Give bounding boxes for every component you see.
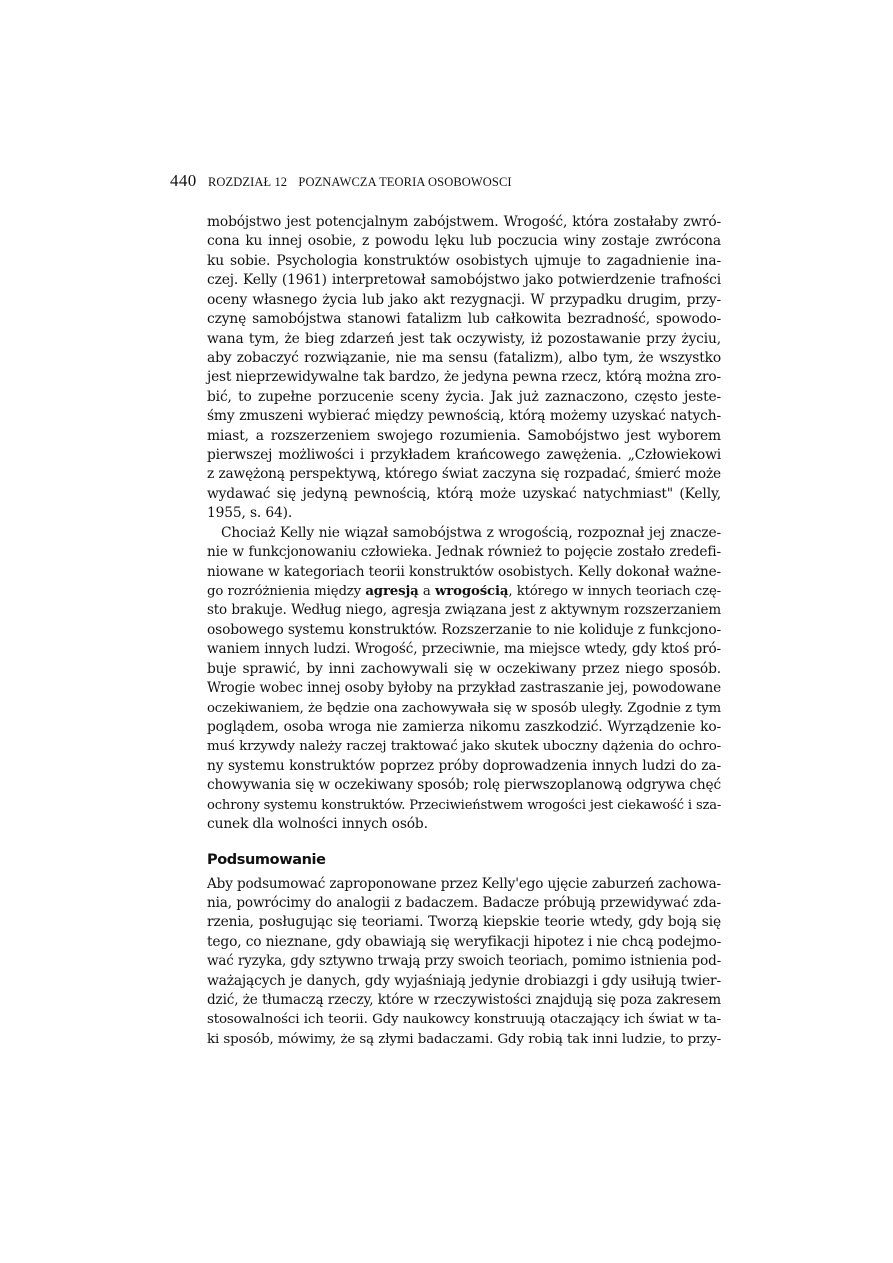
text-line: ku sobie. Psychologia konstruktów osobistych ujmuje to zagadnienie ina- xyxy=(207,252,721,269)
text-line: z zawężoną perspektywą, którego świat zaczyna się rozpadać, śmierć może xyxy=(207,466,721,483)
text-line: muś krzywdy należy raczej traktować jako skutek uboczny dążenia do ochro- xyxy=(207,739,721,755)
text-line: czej. Kelly (1961) interpretował samobójstwo jako potwierdzenie trafności xyxy=(207,272,721,289)
text-line: Wrogie wobec innej osoby byłoby na przykład zastraszanie jej, powodowane xyxy=(207,680,721,697)
page-body xyxy=(207,213,721,1049)
text-line: wydawać się jedyną pewnością, którą może uzyskać natychmiast" (Kelly, xyxy=(207,485,721,502)
text-line-with-terms xyxy=(207,582,721,601)
text-line: osobowego systemu konstruktów. Rozszerzanie to nie koliduje z funkcjono- xyxy=(207,621,721,638)
text-line: ważających je danych, gdy wyjaśniają jedynie drobiazgi i gdy usiłują twier- xyxy=(207,972,721,989)
text-line: aby zobaczyć rozwiązanie, nie ma sensu (fatalizm), albo tym, że wszystko xyxy=(207,349,721,366)
text-line: śmy zmuszeni wybierać między pewnością, którą możemy uzyskać natych- xyxy=(207,408,721,425)
text-line: niowane w kategoriach teorii konstruktów osobistych. Kelly dokonał ważne- xyxy=(207,563,721,580)
text-line: Chociaż Kelly nie wiązał samobójstwa z wrogością, rozpoznał jej znacze- xyxy=(221,524,721,541)
chapter-title: POZNAWCZA TEORIA OSOBOWOSCI xyxy=(298,175,512,189)
term-aggression: agresją xyxy=(365,584,419,600)
paragraph-summary xyxy=(207,875,721,1050)
text-line: chowywania się w oczekiwany sposób; rolę pierwszoplanową odgrywa chęć xyxy=(207,777,721,794)
text-line: sto brakuje. Według niego, agresja związana jest z aktywnym rozszerzaniem xyxy=(207,602,721,619)
text-line: oczekiwaniem, że będzie ona zachowywała się w sposób uległy. Zgodnie z tym xyxy=(207,700,721,716)
text-line: poglądem, osoba wroga nie zamierza nikomu zaszkodzić. Wyrządzenie ko- xyxy=(207,718,721,735)
text-line: wać ryzyka, gdy sztywno trwają przy swoich teoriach, pomimo istnienia pod- xyxy=(207,953,721,970)
text-line: buje sprawić, by inni zachowywali się w oczekiwany przez niego sposób. xyxy=(207,660,721,677)
text-line: ki sposób, mówimy, że są złymi badaczami. Gdy robią tak inni ludzie, to przy- xyxy=(207,1031,721,1047)
text-line: waniem innych ludzi. Wrogość, przeciwnie, ma miejsce wtedy, gdy ktoś pró- xyxy=(207,641,721,658)
text-line: miast, a rozszerzeniem swojego rozumienia. Samobójstwo jest wyborem xyxy=(207,427,721,444)
paragraph-suicide xyxy=(207,213,721,524)
text-line: ochrony systemu konstruktów. Przeciwieństwem wrogości jest ciekawość i sza- xyxy=(207,797,722,813)
text-line: cona ku innej osobie, z powodu lęku lub poczucia winy zostaje zwrócona xyxy=(207,233,721,250)
text-line: cunek dla wolności innych osób. xyxy=(207,816,428,833)
text-line: rzenia, posługując się teoriami. Tworzą kiepskie teorie wtedy, gdy boją się xyxy=(207,914,721,931)
running-head xyxy=(170,171,512,191)
text-line: bić, to zupełne porzucenie sceny życia. Jak już zaznaczono, często jeste- xyxy=(207,388,721,405)
text-line: nia, powrócimy do analogii z badaczem. Badacze próbują przewidywać zda- xyxy=(207,894,721,911)
text-fragment: go rozróżnienia między xyxy=(207,584,366,600)
chapter-label: ROZDZIAŁ 12 xyxy=(207,175,288,189)
text-line: nie w funkcjonowaniu człowieka. Jednak również to pojęcie zostało zredefi- xyxy=(207,544,721,561)
text-line: pierwszej możliwości i przykładem krańcowego zawężenia. „Człowiekowi xyxy=(207,447,721,464)
text-line: 1955, s. 64). xyxy=(207,505,293,522)
text-line: jest nieprzewidywalne tak bardzo, że jedyna pewna rzecz, którą można zro- xyxy=(207,369,721,386)
text-line: tego, co nieznane, gdy obawiają się weryfikacji hipotez i nie chcą podejmo- xyxy=(207,933,722,950)
text-line: Aby podsumować zaproponowane przez Kelly'ego ujęcie zaburzeń zachowa- xyxy=(207,875,721,892)
text-fragment: , którego w innych teoriach czę- xyxy=(508,584,722,600)
text-line: mobójstwo jest potencjalnym zabójstwem. Wrogość, która zostałaby zwró- xyxy=(207,214,721,230)
text-line: wana tym, że bieg zdarzeń jest tak oczywisty, iż pozostawanie przy życiu, xyxy=(207,330,721,347)
section-heading: Podsumowanie xyxy=(207,851,326,868)
page-number: 440 xyxy=(170,171,197,190)
text-line: dzić, że tłumaczą rzeczy, które w rzeczywistości znajdują się poza zakresem xyxy=(207,992,721,1009)
text-line: ny systemu konstruktów poprzez próby doprowadzenia innych ludzi do za- xyxy=(207,757,721,774)
paragraph-hostility xyxy=(207,524,721,835)
text-line: czynę samobójstwa stanowi fatalizm lub całkowita bezradność, spowodo- xyxy=(207,311,721,328)
term-hostility: wrogością xyxy=(434,584,509,600)
text-fragment: a xyxy=(418,584,435,600)
text-line: stosowalności ich teorii. Gdy naukowcy konstruują otaczający ich świat w ta- xyxy=(207,1012,721,1028)
text-line: oceny własnego życia lub jako akt rezygnacji. W przypadku drugim, przy- xyxy=(207,291,721,308)
